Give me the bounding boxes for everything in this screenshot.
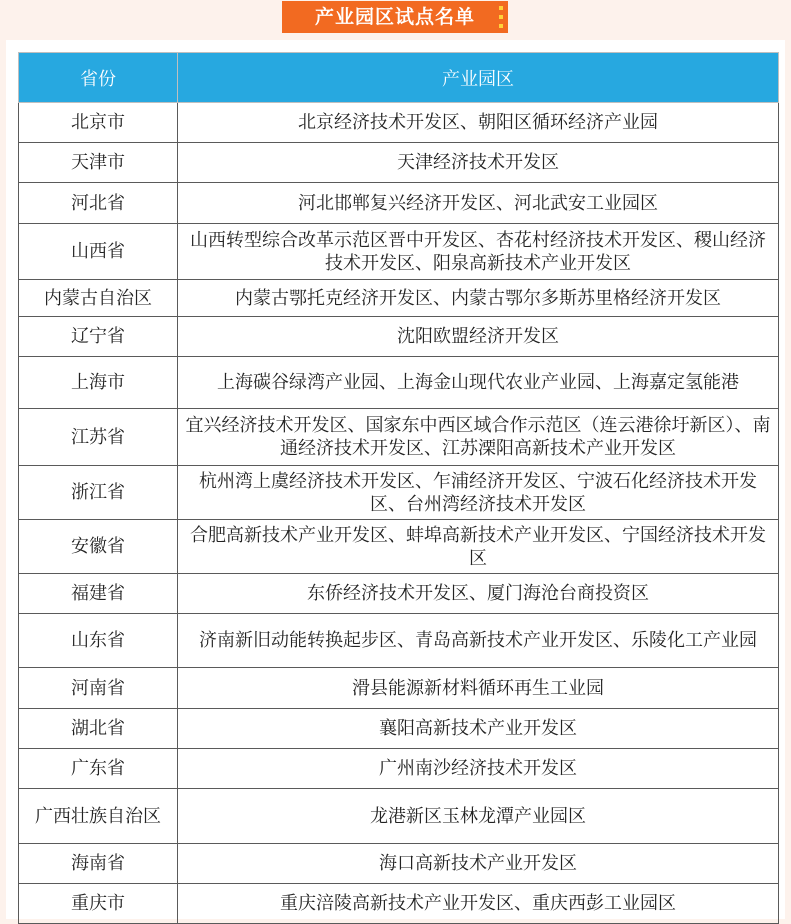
header-park: 产业园区 <box>178 53 779 103</box>
table-row <box>19 709 779 749</box>
park-cell: 北京经济技术开发区、朝阳区循环经济产业园 <box>178 103 779 143</box>
table-row <box>19 789 779 844</box>
province-cell: 广东省 <box>19 749 178 789</box>
park-cell: 重庆涪陵高新技术产业开发区、重庆西彭工业园区 <box>178 884 779 924</box>
table-row <box>19 574 779 614</box>
province-cell: 山西省 <box>19 224 178 280</box>
pilot-parks-table <box>18 52 779 924</box>
table-row <box>19 409 779 466</box>
table-row <box>19 317 779 357</box>
table-card <box>6 40 785 919</box>
table-header-row <box>19 53 779 103</box>
table-row <box>19 884 779 924</box>
province-cell: 河北省 <box>19 183 178 224</box>
park-cell: 济南新旧动能转换起步区、青岛高新技术产业开发区、乐陵化工产业园 <box>178 614 779 668</box>
park-cell: 合肥高新技术产业开发区、蚌埠高新技术产业开发区、宁国经济技术开发区 <box>178 520 779 574</box>
table-row <box>19 103 779 143</box>
park-cell: 河北邯郸复兴经济开发区、河北武安工业园区 <box>178 183 779 224</box>
park-cell: 杭州湾上虞经济技术开发区、乍浦经济开发区、宁波石化经济技术开发区、台州湾经济技术开发区 <box>178 466 779 520</box>
province-cell: 辽宁省 <box>19 317 178 357</box>
province-cell: 内蒙古自治区 <box>19 280 178 317</box>
park-cell: 滑县能源新材料循环再生工业园 <box>178 668 779 709</box>
province-cell: 安徽省 <box>19 520 178 574</box>
park-cell: 沈阳欧盟经济开发区 <box>178 317 779 357</box>
table-row <box>19 224 779 280</box>
province-cell: 河南省 <box>19 668 178 709</box>
park-cell: 天津经济技术开发区 <box>178 143 779 183</box>
page-title: 产业园区试点名单 <box>282 1 508 33</box>
province-cell: 江苏省 <box>19 409 178 466</box>
park-cell: 宜兴经济技术开发区、国家东中西区域合作示范区（连云港徐圩新区）、南通经济技术开发区、江苏溧阳高新技术产业开发区 <box>178 409 779 466</box>
province-cell: 海南省 <box>19 844 178 884</box>
park-cell: 东侨经济技术开发区、厦门海沧台商投资区 <box>178 574 779 614</box>
park-cell: 襄阳高新技术产业开发区 <box>178 709 779 749</box>
park-cell: 广州南沙经济技术开发区 <box>178 749 779 789</box>
table-row <box>19 183 779 224</box>
province-cell: 天津市 <box>19 143 178 183</box>
table-row <box>19 357 779 409</box>
province-cell: 浙江省 <box>19 466 178 520</box>
province-cell: 山东省 <box>19 614 178 668</box>
province-cell: 重庆市 <box>19 884 178 924</box>
title-banner <box>0 0 791 40</box>
table-row <box>19 143 779 183</box>
park-cell: 上海碳谷绿湾产业园、上海金山现代农业产业园、上海嘉定氢能港 <box>178 357 779 409</box>
table-row <box>19 844 779 884</box>
table-row <box>19 668 779 709</box>
park-cell: 山西转型综合改革示范区晋中开发区、杏花村经济技术开发区、稷山经济技术开发区、阳泉高新技术产业开发区 <box>178 224 779 280</box>
park-cell: 龙港新区玉林龙潭产业园区 <box>178 789 779 844</box>
park-cell: 内蒙古鄂托克经济开发区、内蒙古鄂尔多斯苏里格经济开发区 <box>178 280 779 317</box>
title-right-dots <box>499 6 503 28</box>
province-cell: 北京市 <box>19 103 178 143</box>
table-row <box>19 520 779 574</box>
park-cell: 海口高新技术产业开发区 <box>178 844 779 884</box>
table-row <box>19 280 779 317</box>
province-cell: 湖北省 <box>19 709 178 749</box>
header-province: 省份 <box>19 53 178 103</box>
table-row <box>19 749 779 789</box>
province-cell: 上海市 <box>19 357 178 409</box>
province-cell: 福建省 <box>19 574 178 614</box>
province-cell: 广西壮族自治区 <box>19 789 178 844</box>
table-row <box>19 466 779 520</box>
table-row <box>19 614 779 668</box>
